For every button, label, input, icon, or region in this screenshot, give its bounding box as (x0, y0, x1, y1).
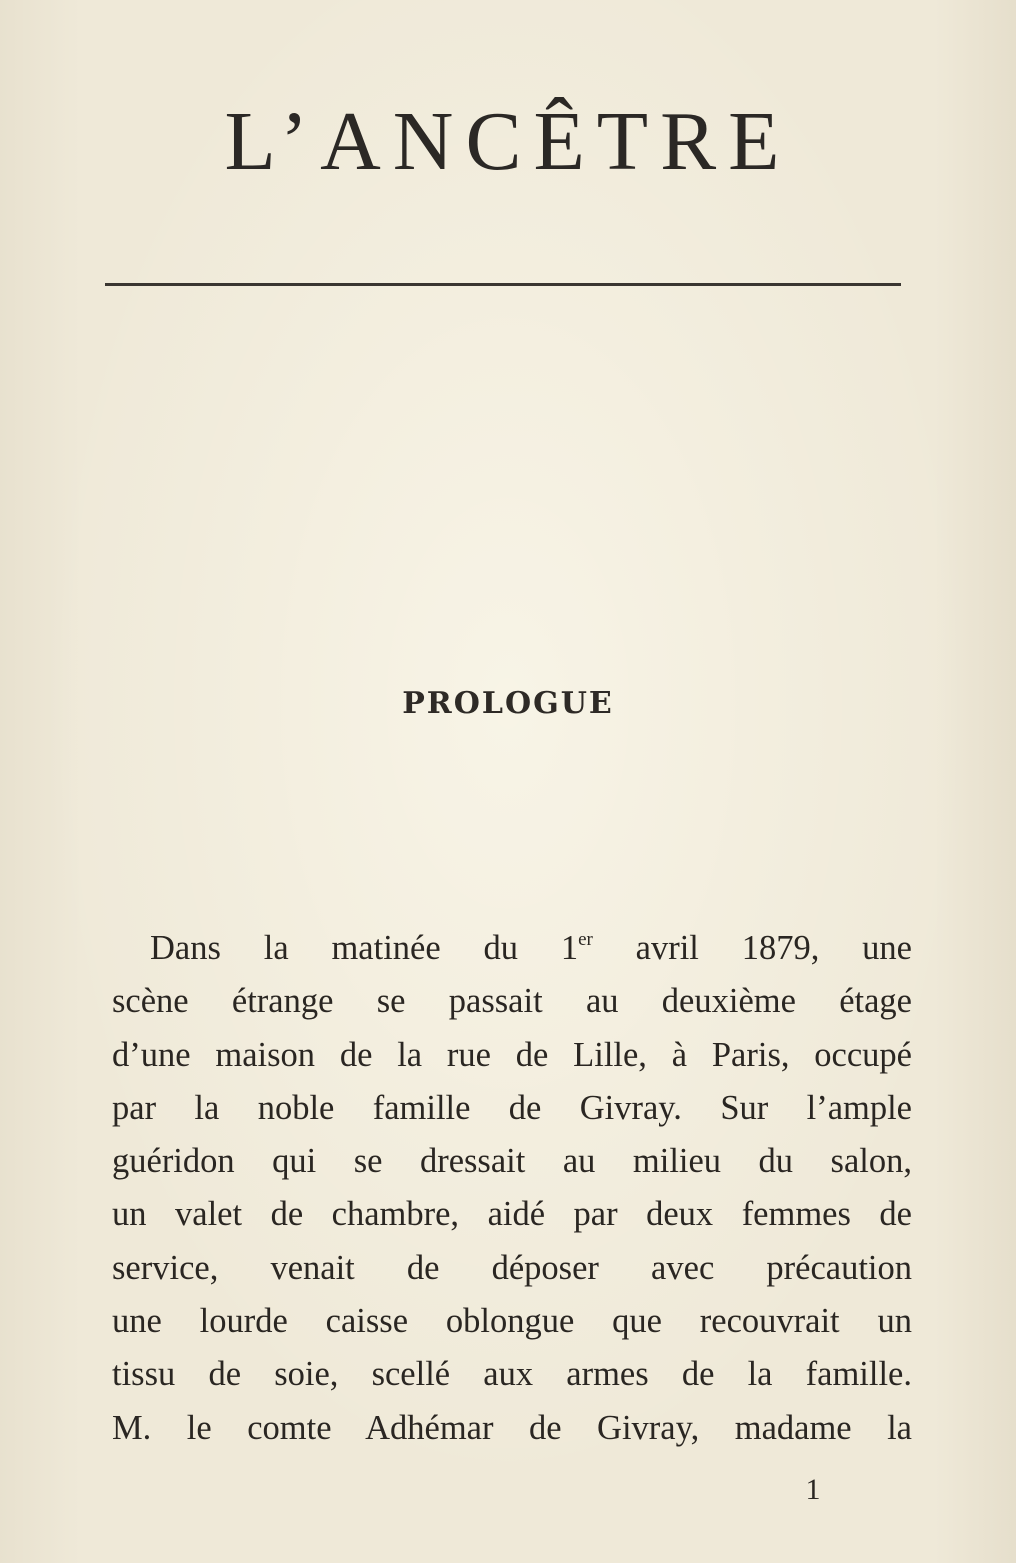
text-line: une lourde caisse oblongue que recouvrait un (112, 1302, 912, 1341)
chapter-heading: PROLOGUE (402, 686, 614, 721)
title-rule (105, 283, 901, 286)
text-line: Dans la matinée du 1er avril 1879, une (150, 928, 912, 967)
text-line: guéridon qui se dressait au milieu du salon, (112, 1142, 912, 1181)
book-title: L’ANCÊTRE (224, 95, 792, 188)
text-line: un valet de chambre, aidé par deux femmes de (112, 1195, 912, 1234)
page-number: 1 (805, 1473, 821, 1506)
text-line: M. le comte Adhémar de Givray, madame la (112, 1408, 912, 1447)
text-line: par la noble famille de Givray. Sur l’ample (112, 1088, 912, 1127)
body-paragraph (112, 922, 912, 1455)
text-line: service, venait de déposer avec précaution (112, 1248, 912, 1287)
text-line: scène étrange se passait au deuxième étage (112, 982, 912, 1021)
text-line: d’une maison de la rue de Lille, à Paris, occupé (112, 1035, 912, 1074)
text-line: tissu de soie, scellé aux armes de la famille. (112, 1355, 912, 1394)
superscript: er (578, 928, 593, 950)
